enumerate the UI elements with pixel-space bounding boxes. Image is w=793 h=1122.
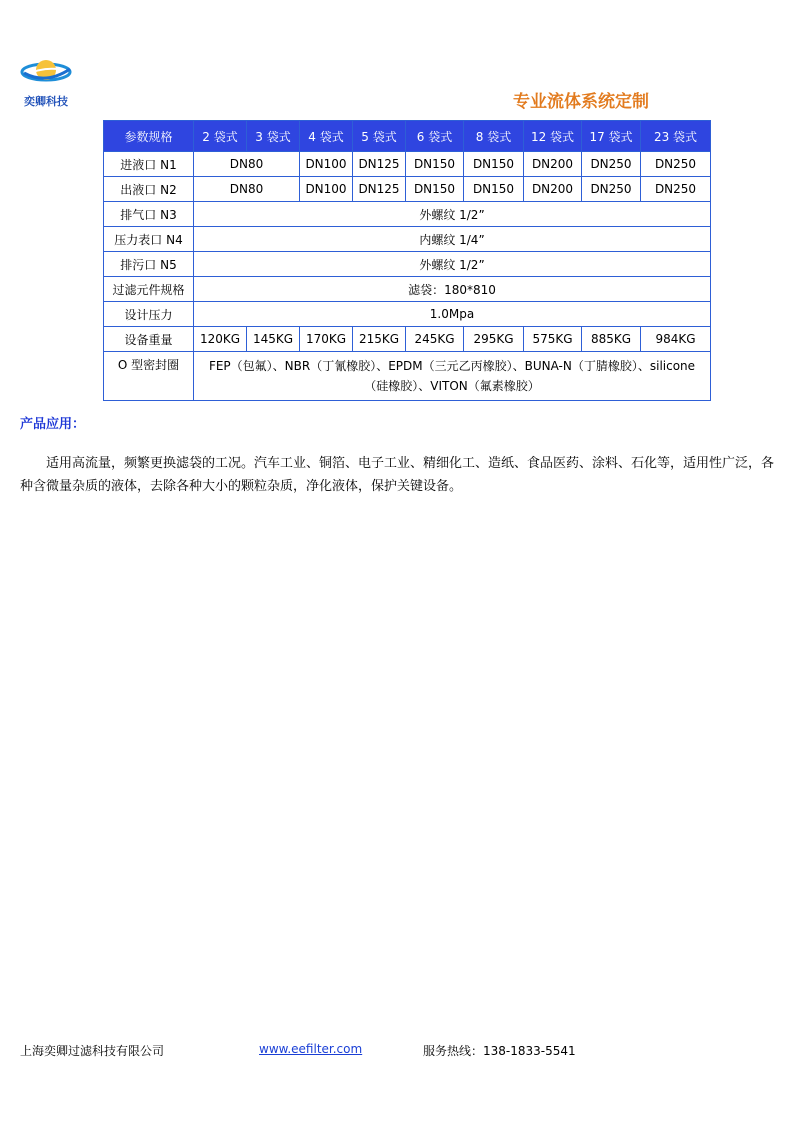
header-cell: 6 袋式 (406, 121, 464, 152)
table-cell: DN125 (353, 152, 406, 177)
table-cell: DN80 (194, 152, 300, 177)
table-cell: DN250 (641, 177, 711, 202)
table-row-pressure (104, 302, 711, 327)
application-body: 适用高流量，频繁更换滤袋的工况。汽车工业、铜箔、电子工业、精细化工、造纸、食品医药、涂料、石化等，适用性广泛，各种含微量杂质的液体，去除各种大小的颗粒杂质，净化液体，保护关键设备。 (20, 456, 775, 494)
footer-company: 上海奕卿过滤科技有限公司 (20, 1044, 165, 1058)
table-cell: 170KG (300, 327, 353, 352)
row-label: 出液口 N2 (104, 177, 194, 202)
header-cell: 2 袋式 (194, 121, 247, 152)
table-cell: 245KG (406, 327, 464, 352)
table-cell: DN200 (524, 177, 582, 202)
table-row-seal (104, 352, 711, 401)
header-cell: 23 袋式 (641, 121, 711, 152)
table-cell: DN100 (300, 177, 353, 202)
table-row-drain (104, 252, 711, 277)
table-row-element (104, 277, 711, 302)
application-heading: 产品应用： (20, 417, 86, 432)
table-row-outlet (104, 177, 711, 202)
table-cell: DN125 (353, 177, 406, 202)
table-cell: DN150 (464, 177, 524, 202)
table-cell: DN250 (582, 177, 641, 202)
row-label: 进液口 N1 (104, 152, 194, 177)
table-row-weight (104, 327, 711, 352)
table-cell: 575KG (524, 327, 582, 352)
table-cell: DN250 (641, 152, 711, 177)
footer-website-link[interactable]: www.eefilter.com (259, 1042, 363, 1056)
header-cell: 4 袋式 (300, 121, 353, 152)
logo-text: 奕卿科技 (24, 95, 68, 108)
table-cell: DN150 (464, 152, 524, 177)
table-row-inlet (104, 152, 711, 177)
table-cell: 外螺纹 1/2” (194, 202, 711, 227)
slogan: 专业流体系统定制 (513, 92, 649, 112)
spec-table (103, 120, 711, 401)
row-label: 排气口 N3 (104, 202, 194, 227)
row-label: 压力表口 N4 (104, 227, 194, 252)
table-row-vent (104, 202, 711, 227)
header-cell: 17 袋式 (582, 121, 641, 152)
row-label: 设计压力 (104, 302, 194, 327)
row-label: 过滤元件规格 (104, 277, 194, 302)
table-cell: DN200 (524, 152, 582, 177)
table-cell: DN100 (300, 152, 353, 177)
table-row-gauge (104, 227, 711, 252)
header-cell: 参数规格 (104, 121, 194, 152)
table-cell: 984KG (641, 327, 711, 352)
row-label: 设备重量 (104, 327, 194, 352)
footer-phone: 服务热线：138-1833-5541 (423, 1044, 576, 1058)
table-cell: DN250 (582, 152, 641, 177)
table-cell: FEP（包氟）、NBR（丁氰橡胶）、EPDM（三元乙丙橡胶）、BUNA-N（丁腈橡胶）、silicone（硅橡胶）、VITON（氟素橡胶） (194, 352, 711, 401)
header-cell: 5 袋式 (353, 121, 406, 152)
table-cell: 滤袋：180*810 (194, 277, 711, 302)
logo-swoosh-icon (20, 57, 72, 95)
header-cell: 3 袋式 (247, 121, 300, 152)
table-cell: 295KG (464, 327, 524, 352)
table-cell: 885KG (582, 327, 641, 352)
table-cell: 215KG (353, 327, 406, 352)
table-cell: DN150 (406, 152, 464, 177)
header-cell: 12 袋式 (524, 121, 582, 152)
company-logo (20, 57, 72, 107)
table-cell: DN80 (194, 177, 300, 202)
table-cell: 1.0Mpa (194, 302, 711, 327)
table-cell: DN150 (406, 177, 464, 202)
table-cell: 145KG (247, 327, 300, 352)
table-cell: 外螺纹 1/2” (194, 252, 711, 277)
header-cell: 8 袋式 (464, 121, 524, 152)
table-cell: 内螺纹 1/4” (194, 227, 711, 252)
row-label: 排污口 N5 (104, 252, 194, 277)
table-header-row (104, 121, 711, 152)
row-label: O 型密封圈 (104, 352, 194, 401)
table-cell: 120KG (194, 327, 247, 352)
